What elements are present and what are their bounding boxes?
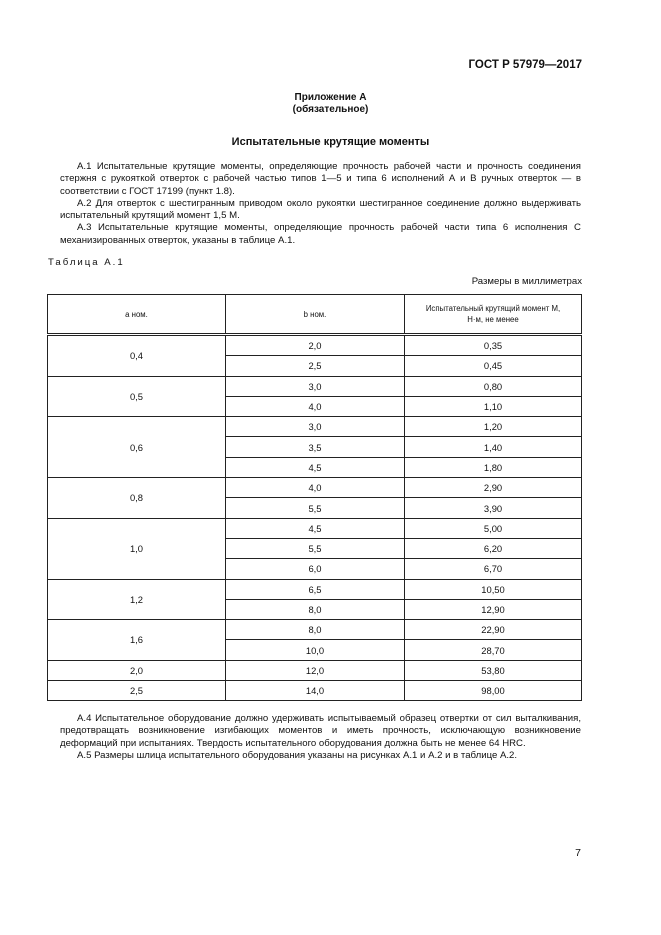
cell-torque: 1,10 <box>405 396 582 416</box>
table-row <box>48 376 582 396</box>
paragraph-a2: А.2 Для отверток с шестигранным приводом около рукоятки шестигранное соединение должно выдерживать испытательный крутящий момент 1,5 М. <box>60 197 581 222</box>
cell-b-nominal: 3,0 <box>226 376 405 396</box>
annex-status: (обязательное) <box>292 104 369 115</box>
cell-b-nominal: 2,5 <box>226 356 405 376</box>
paragraph-a1: А.1 Испытательные крутящие моменты, определяющие прочность рабочей части и прочность соединения стержня с рукояткой отверток с рабочей частью типов 1—5 и типа 6 исполнений А и В ручных отверток — в соответствии с ГОСТ 17199 (пункт 1.8). <box>60 161 581 197</box>
header-torque-line2: Н·м, не менее <box>467 315 519 324</box>
cell-torque: 53,80 <box>405 660 582 680</box>
table-row <box>48 417 582 437</box>
header-a-nominal: a ном. <box>48 295 226 335</box>
cell-torque: 2,90 <box>405 478 582 498</box>
cell-torque: 5,00 <box>405 518 582 538</box>
closing-text <box>60 713 581 762</box>
table-row <box>48 579 582 599</box>
cell-b-nominal: 2,0 <box>226 335 405 356</box>
cell-a-nominal: 2,5 <box>48 681 226 701</box>
cell-a-nominal: 1,6 <box>48 620 226 661</box>
torque-table <box>47 294 582 701</box>
cell-torque: 22,90 <box>405 620 582 640</box>
table-header-row <box>48 295 582 335</box>
table-body <box>48 335 582 701</box>
cell-b-nominal: 6,5 <box>226 579 405 599</box>
header-torque-line1: Испытательный крутящий момент М, <box>425 304 561 313</box>
cell-b-nominal: 14,0 <box>226 681 405 701</box>
cell-torque: 12,90 <box>405 599 582 619</box>
paragraph-a5: А.5 Размеры шлица испытательного оборудования указаны на рисунках А.1 и А.2 и в таблице А.2. <box>77 749 518 761</box>
cell-torque: 0,80 <box>405 376 582 396</box>
cell-torque: 1,40 <box>405 437 582 457</box>
cell-b-nominal: 4,0 <box>226 478 405 498</box>
cell-a-nominal: 1,0 <box>48 518 226 579</box>
table-caption: Таблица А.1 <box>48 257 125 268</box>
table-row <box>48 681 582 701</box>
cell-torque: 0,35 <box>405 335 582 356</box>
cell-torque: 1,80 <box>405 457 582 477</box>
table-units-note: Размеры в миллиметрах <box>471 276 582 287</box>
table-row <box>48 335 582 356</box>
cell-b-nominal: 8,0 <box>226 599 405 619</box>
cell-b-nominal: 3,0 <box>226 417 405 437</box>
cell-b-nominal: 4,5 <box>226 457 405 477</box>
header-b-nominal: b ном. <box>226 295 405 335</box>
cell-b-nominal: 3,5 <box>226 437 405 457</box>
table-row <box>48 478 582 498</box>
cell-torque: 6,20 <box>405 538 582 558</box>
table-row <box>48 620 582 640</box>
cell-torque: 6,70 <box>405 559 582 579</box>
cell-a-nominal: 0,4 <box>48 335 226 377</box>
section-title: Испытательные крутящие моменты <box>231 136 430 148</box>
cell-torque: 1,20 <box>405 417 582 437</box>
annex-title: Приложение А <box>294 92 367 103</box>
cell-b-nominal: 4,5 <box>226 518 405 538</box>
cell-torque: 10,50 <box>405 579 582 599</box>
cell-b-nominal: 5,5 <box>226 538 405 558</box>
table-row <box>48 660 582 680</box>
document-standard-number: ГОСТ Р 57979—2017 <box>468 59 582 71</box>
paragraph-a3: А.3 Испытательные крутящие моменты, определяющие прочность рабочей части типа 6 исполнения С механизированных отверток, указаны в таблице А.1. <box>60 222 581 246</box>
page-number: 7 <box>575 847 581 859</box>
cell-a-nominal: 2,0 <box>48 660 226 680</box>
cell-a-nominal: 1,2 <box>48 579 226 620</box>
cell-b-nominal: 12,0 <box>226 660 405 680</box>
annex-heading <box>0 92 661 116</box>
intro-text <box>60 161 581 247</box>
cell-torque: 28,70 <box>405 640 582 660</box>
cell-b-nominal: 4,0 <box>226 396 405 416</box>
table-row <box>48 518 582 538</box>
cell-b-nominal: 5,5 <box>226 498 405 518</box>
cell-a-nominal: 0,8 <box>48 478 226 519</box>
cell-b-nominal: 10,0 <box>226 640 405 660</box>
header-torque <box>405 295 582 335</box>
cell-torque: 0,45 <box>405 356 582 376</box>
cell-torque: 3,90 <box>405 498 582 518</box>
cell-b-nominal: 6,0 <box>226 559 405 579</box>
cell-torque: 98,00 <box>405 681 582 701</box>
cell-a-nominal: 0,5 <box>48 376 226 417</box>
cell-b-nominal: 8,0 <box>226 620 405 640</box>
cell-a-nominal: 0,6 <box>48 417 226 478</box>
paragraph-a4: А.4 Испытательное оборудование должно удерживать испытываемый образец отвертки от сил выталкивания, предотвращать возникновение изгибающих моментов и иметь прочность, исключающую возникновение деформаций при испытаниях. Твердость испытательного оборудования должна быть не менее 64 HRC. <box>60 713 581 749</box>
